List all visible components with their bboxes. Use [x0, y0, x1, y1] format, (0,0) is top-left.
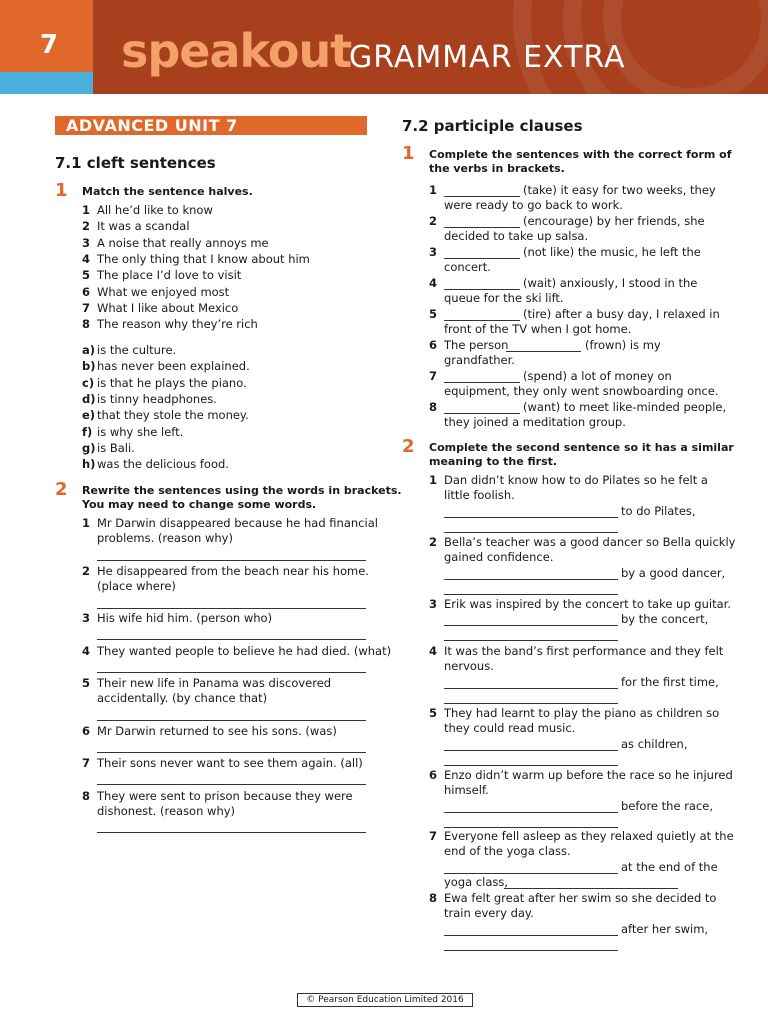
item-text: They wanted people to believe he had died. (what) [97, 644, 392, 658]
exercise-instruction: the verbs in brackets. [429, 162, 565, 175]
item-text: himself. [444, 783, 489, 797]
item-text: queue for the ski lift. [444, 291, 564, 305]
item-text: Ewa felt great after her swim so she decided to [444, 891, 717, 905]
item-number: 3 [429, 597, 438, 611]
item-text: The only thing that I know about him [97, 251, 310, 266]
item-text: yoga class, [444, 875, 509, 889]
answer-line[interactable] [444, 625, 618, 626]
item-text: they could read music. [444, 721, 576, 735]
answer-line[interactable] [444, 688, 618, 689]
option-text: has never been explained. [97, 359, 250, 374]
brand-logo: speakout [121, 24, 352, 78]
item-number: 3 [82, 235, 91, 250]
item-text: It was a scandal [97, 219, 190, 234]
answer-line[interactable] [444, 935, 618, 936]
answer-line[interactable] [444, 640, 618, 641]
item-text: His wife hid him. (person who) [97, 611, 273, 625]
item-text: (take) it easy for two weeks, they [523, 183, 716, 197]
section-title: GRAMMAR EXTRA [349, 40, 626, 75]
item-number: 5 [429, 706, 438, 720]
unit-number: 7 [40, 30, 59, 60]
answer-line[interactable] [444, 750, 618, 751]
header-banner [93, 0, 768, 94]
item-text: The place I’d love to visit [97, 268, 242, 283]
item-text: by a good dancer, [621, 566, 726, 580]
item-text: equipment, they only went snowboarding once. [444, 384, 719, 398]
item-number: 5 [82, 676, 91, 690]
item-number: 7 [429, 829, 438, 843]
item-number: 2 [82, 564, 91, 578]
item-text: Mr Darwin disappeared because he had financial [97, 516, 378, 530]
answer-line[interactable] [444, 827, 618, 828]
item-text: (not like) the music, he left the [523, 245, 701, 259]
option-letter: h) [82, 457, 96, 472]
item-text: accidentally. (by chance that) [97, 691, 268, 705]
option-letter: c) [82, 375, 95, 390]
unit-title-bar [55, 116, 367, 135]
item-text: they joined a meditation group. [444, 415, 626, 429]
unit-number-box [0, 0, 93, 72]
item-text: problems. (reason why) [97, 531, 233, 545]
exercise-number: 2 [402, 436, 415, 457]
answer-blank[interactable] [506, 351, 581, 352]
item-text: at the end of the [621, 860, 718, 874]
answer-blank[interactable] [444, 289, 520, 290]
option-text: is the culture. [97, 343, 177, 357]
answer-blank[interactable] [444, 258, 520, 259]
answer-line[interactable] [444, 517, 618, 518]
item-text: end of the yoga class. [444, 844, 571, 858]
option-text: is that he plays the piano. [97, 375, 247, 390]
exercise-instruction: Match the sentence halves. [82, 185, 253, 198]
exercise-instruction: You may need to change some words. [82, 498, 317, 511]
item-text: to do Pilates, [621, 504, 696, 518]
item-text: by the concert, [621, 612, 709, 626]
item-number: 6 [82, 724, 91, 738]
item-text: He disappeared from the beach near his home. [97, 564, 369, 578]
answer-line[interactable] [444, 703, 618, 704]
answer-line[interactable] [97, 720, 366, 721]
copyright-footer: © Pearson Education Limited 2016 [297, 993, 473, 1007]
item-number: 6 [429, 338, 438, 352]
item-number: 6 [82, 284, 91, 299]
item-number: 2 [429, 214, 438, 228]
answer-line[interactable] [504, 888, 678, 889]
item-number: 1 [82, 516, 91, 530]
item-number: 1 [429, 183, 438, 197]
unit-title: ADVANCED UNIT 7 [66, 116, 238, 135]
answer-line[interactable] [97, 752, 366, 753]
option-letter: g) [82, 440, 96, 455]
item-text: Enzo didn’t warm up before the race so he injured [444, 768, 733, 782]
answer-line[interactable] [444, 594, 618, 595]
item-text: The person [444, 338, 509, 352]
exercise-instruction: meaning to the first. [429, 455, 558, 468]
item-text: Everyone fell asleep as they relaxed quietly at the [444, 829, 734, 843]
item-number: 2 [429, 535, 438, 549]
item-text: What we enjoyed most [97, 284, 230, 299]
section-heading-7-1: 7.1 cleft sentences [55, 154, 216, 172]
option-text: was the delicious food. [97, 457, 229, 472]
item-text: What I like about Mexico [97, 300, 239, 315]
answer-blank[interactable] [444, 382, 520, 383]
item-number: 7 [82, 300, 91, 315]
item-number: 8 [82, 317, 91, 332]
item-text: Erik was inspired by the concert to take up guitar. [444, 597, 731, 611]
item-number: 8 [429, 400, 438, 414]
answer-line[interactable] [444, 532, 618, 533]
option-text: is Bali. [97, 440, 135, 455]
item-text: (want) to meet like-minded people, [523, 400, 727, 414]
item-number: 3 [429, 245, 438, 259]
item-text: Their sons never want to see them again. (all) [97, 756, 363, 770]
item-text: Their new life in Panama was discovered [97, 676, 332, 690]
item-number: 4 [429, 644, 438, 658]
exercise-number: 2 [55, 479, 68, 500]
item-number: 4 [429, 276, 438, 290]
answer-line[interactable] [444, 812, 618, 813]
item-text: (frown) is my [585, 338, 661, 352]
answer-line[interactable] [444, 950, 618, 951]
item-text: They had learnt to play the piano as children so [444, 706, 720, 720]
item-text: The reason why they’re rich [97, 317, 258, 332]
item-text: Dan didn’t know how to do Pilates so he felt a [444, 473, 708, 487]
answer-line[interactable] [444, 579, 618, 580]
item-number: 4 [82, 644, 91, 658]
option-text: is tinny headphones. [97, 391, 217, 406]
item-number: 2 [82, 219, 91, 234]
item-number: 1 [429, 473, 438, 487]
item-number: 4 [82, 251, 91, 266]
answer-line[interactable] [97, 784, 366, 785]
answer-line[interactable] [444, 873, 618, 874]
item-text: (wait) anxiously, I stood in the [523, 276, 698, 290]
answer-line[interactable] [97, 560, 366, 561]
option-letter: e) [82, 408, 96, 423]
exercise-instruction: Complete the second sentence so it has a similar [429, 441, 734, 454]
item-text: train every day. [444, 906, 534, 920]
item-number: 5 [429, 307, 438, 321]
item-text: (place where) [97, 579, 176, 593]
item-number: 6 [429, 768, 438, 782]
item-text: (spend) a lot of money on [523, 369, 672, 383]
exercise-instruction: Complete the sentences with the correct form of [429, 148, 732, 161]
item-text: gained confidence. [444, 550, 554, 564]
option-letter: f) [82, 424, 93, 439]
exercise-number: 1 [402, 143, 415, 164]
answer-line[interactable] [97, 672, 366, 673]
answer-blank[interactable] [444, 320, 520, 321]
item-text: They were sent to prison because they were [97, 789, 353, 803]
item-text: (encourage) by her friends, she [523, 214, 705, 228]
item-text: nervous. [444, 659, 494, 673]
answer-line[interactable] [97, 832, 366, 833]
option-text: that they stole the money. [97, 408, 249, 423]
answer-blank[interactable] [444, 413, 520, 414]
item-text: (tire) after a busy day, I relaxed in [523, 307, 720, 321]
item-number: 1 [82, 203, 91, 217]
answer-line[interactable] [444, 765, 618, 766]
item-number: 5 [82, 268, 91, 283]
item-text: It was the band’s first performance and they felt [444, 644, 724, 658]
option-letter: a) [82, 343, 96, 357]
section-heading-7-2: 7.2 participle clauses [402, 117, 583, 135]
item-text: grandfather. [444, 353, 515, 367]
item-text: little foolish. [444, 488, 515, 502]
option-letter: b) [82, 359, 96, 374]
option-letter: d) [82, 391, 96, 406]
item-text: Mr Darwin returned to see his sons. (was) [97, 724, 337, 738]
item-number: 8 [82, 789, 91, 803]
item-text: as children, [621, 737, 688, 751]
item-text: front of the TV when I got home. [444, 322, 632, 336]
item-number: 3 [82, 611, 91, 625]
answer-line[interactable] [97, 639, 366, 640]
item-number: 7 [429, 369, 438, 383]
answer-blank[interactable] [444, 227, 520, 228]
item-number: 7 [82, 756, 91, 770]
answer-line[interactable] [97, 608, 366, 609]
answer-blank[interactable] [444, 196, 520, 197]
item-text: dishonest. (reason why) [97, 804, 236, 818]
option-text: is why she left. [97, 424, 184, 439]
item-text: All he’d like to know [97, 203, 213, 217]
item-text: concert. [444, 260, 491, 274]
item-text: Bella’s teacher was a good dancer so Bella quickly [444, 535, 736, 549]
unit-color-strip [0, 72, 93, 94]
exercise-number: 1 [55, 180, 68, 201]
item-text: after her swim, [621, 922, 709, 936]
exercise-instruction: Rewrite the sentences using the words in brackets. [82, 484, 402, 497]
item-text: decided to take up salsa. [444, 229, 589, 243]
item-text: before the race, [621, 799, 714, 813]
item-text: were ready to go back to work. [444, 198, 623, 212]
item-text: for the first time, [621, 675, 719, 689]
item-text: A noise that really annoys me [97, 235, 269, 250]
item-number: 8 [429, 891, 438, 905]
decorative-arc [603, 0, 768, 94]
